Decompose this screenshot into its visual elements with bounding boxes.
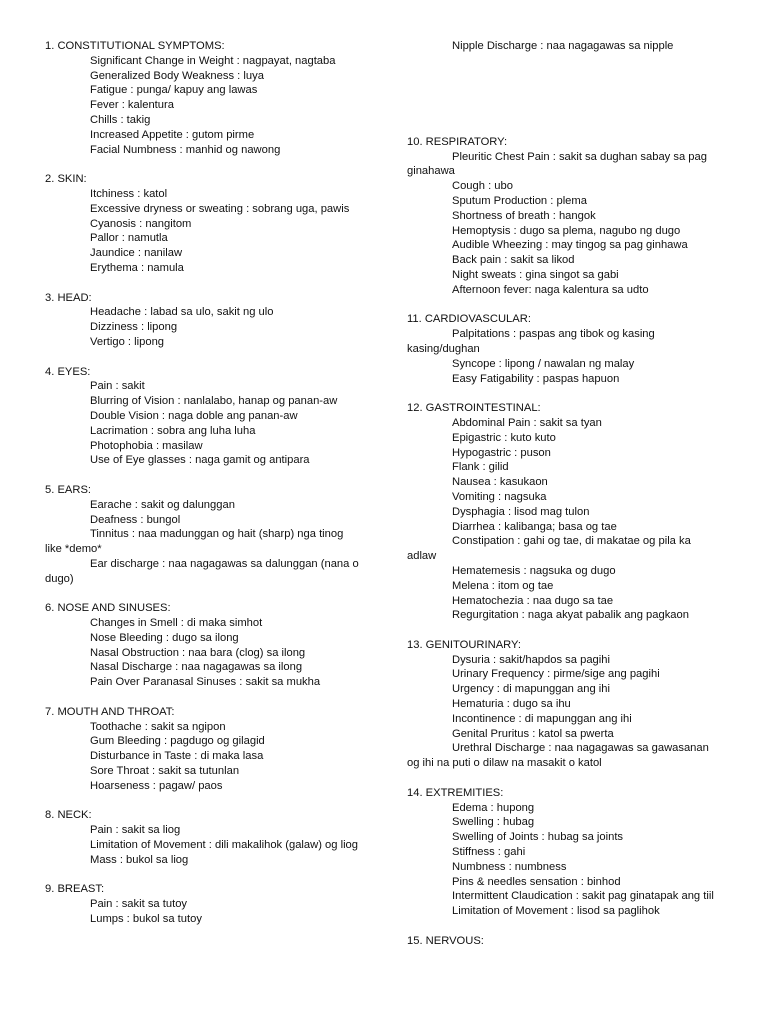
list-item: Pleuritic Chest Pain : sakit sa dughan sabay sa pag ginahawa — [407, 150, 707, 178]
list-item: Incontinence : di mapunggan ang ihi — [452, 712, 632, 725]
symptom-section — [45, 39, 360, 157]
symptom-section — [45, 291, 360, 350]
list-item: Melena : itom og tae — [452, 579, 554, 592]
list-item: Nasal Discharge : naa nagagawas sa ilong — [90, 661, 303, 674]
symptom-section — [45, 483, 360, 587]
list-item: Pallor : namutla — [90, 232, 168, 245]
list-item: Regurgitation : naga akyat pabalik ang pagkaon — [452, 609, 689, 622]
list-item: Stiffness : gahi — [452, 846, 526, 859]
symptom-section — [407, 135, 722, 298]
list-item: Nasal Obstruction : naa bara (clog) sa ilong — [90, 646, 306, 659]
list-item: Sputum Production : plema — [452, 194, 587, 207]
section-heading: 11. CARDIOVASCULAR: — [407, 313, 531, 326]
section-heading: 3. HEAD: — [45, 291, 92, 304]
list-item: Palpitations : paspas ang tibok og kasing kasing/dughan — [407, 328, 655, 355]
list-item: Gum Bleeding : pagdugo og gilagid — [90, 735, 265, 748]
list-item: Urethral Discharge : naa nagagawas sa gawasanan og ihi na puti o dilaw na masakit o katol — [407, 742, 709, 770]
list-item: Sore Throat : sakit sa tutunlan — [90, 765, 240, 778]
left-column — [45, 39, 360, 942]
list-item: Hemoptysis : dugo sa plema, nagubo ng dugo — [452, 224, 681, 237]
list-item: Swelling : hubag — [452, 816, 535, 829]
section-heading: 2. SKIN: — [45, 173, 87, 186]
list-item: Dysphagia : lisod mag tulon — [452, 505, 590, 518]
list-item: Audible Wheezing : may tingog sa pag ginhawa — [452, 239, 688, 252]
section-heading: 5. EARS: — [45, 483, 92, 496]
list-item: Hoarseness : pagaw/ paos — [90, 779, 223, 792]
right-column — [407, 39, 722, 963]
list-item: Night sweats : gina singot sa gabi — [452, 268, 619, 281]
list-item: Vertigo : lipong — [90, 335, 165, 348]
section-heading: 6. NOSE AND SINUSES: — [45, 602, 171, 615]
symptom-section — [45, 882, 360, 926]
symptom-section — [45, 705, 360, 794]
list-item: Diarrhea : kalibanga; basa og tae — [452, 520, 617, 533]
list-item: Jaundice : nanilaw — [90, 247, 183, 260]
list-item: Lumps : bukol sa tutoy — [90, 913, 202, 926]
list-item: Constipation : gahi og tae, di makatae og pila ka adlaw — [407, 535, 691, 563]
symptom-section — [407, 638, 722, 771]
list-item: Limitation of Movement : dili makalihok (galaw) og liog — [90, 839, 358, 852]
section-heading: 13. GENITOURINARY: — [407, 638, 521, 651]
list-item: Facial Numbness : manhid og nawong — [90, 143, 281, 156]
list-item: Nipple Discharge : naa nagagawas sa nipple — [452, 40, 674, 52]
list-item: Hematuria : dugo sa ihu — [452, 698, 571, 711]
list-item: Abdominal Pain : sakit sa tyan — [452, 416, 602, 429]
symptom-section — [407, 401, 722, 623]
list-item: Itchiness : katol — [90, 187, 168, 200]
list-item: Hematemesis : nagsuka og dugo — [452, 564, 616, 577]
list-item: Generalized Body Weakness : luya — [90, 69, 264, 82]
list-item: Flank : gilid — [452, 461, 509, 474]
list-item: Pain : sakit sa liog — [90, 824, 181, 837]
symptom-section — [45, 172, 360, 276]
list-item: Limitation of Movement : lisod sa paglihok — [452, 905, 660, 918]
section-heading: 15. NERVOUS: — [407, 934, 484, 947]
list-item: Epigastric : kuto kuto — [452, 431, 556, 444]
list-item: Nausea : kasukaon — [452, 476, 548, 489]
breast-continuation — [407, 39, 722, 54]
symptom-section — [407, 934, 722, 949]
list-item: Urinary Frequency : pirme/sige ang pagihi — [452, 668, 660, 681]
list-item: Edema : hupong — [452, 801, 535, 814]
list-item: Dizziness : lipong — [90, 321, 178, 334]
section-heading: 7. MOUTH AND THROAT: — [45, 705, 175, 718]
list-item: Ear discharge : naa nagagawas sa dalunggan (nana o dugo) — [45, 557, 359, 585]
list-item: Syncope : lipong / nawalan ng malay — [452, 357, 635, 370]
list-item: Mass : bukol sa liog — [90, 853, 189, 866]
list-item: Pain : sakit sa tutoy — [90, 898, 188, 911]
list-item: Fatigue : punga/ kapuy ang lawas — [90, 84, 258, 97]
list-item: Back pain : sakit sa likod — [452, 254, 575, 267]
section-heading: 9. BREAST: — [45, 883, 105, 896]
list-item: Dysuria : sakit/hapdos sa pagihi — [452, 653, 610, 666]
symptom-section — [45, 808, 360, 867]
list-item: Chills : takig — [90, 113, 151, 126]
section-heading: 10. RESPIRATORY: — [407, 135, 508, 148]
list-item: Increased Appetite : gutom pirme — [90, 128, 255, 141]
list-item: Urgency : di mapunggan ang ihi — [452, 683, 610, 696]
symptom-section — [407, 312, 722, 386]
list-item: Swelling of Joints : hubag sa joints — [452, 831, 624, 844]
list-item: Shortness of breath : hangok — [452, 209, 596, 222]
list-item: Photophobia : masilaw — [90, 439, 203, 452]
list-item: Hypogastric : puson — [452, 446, 551, 459]
list-item: Disturbance in Taste : di maka lasa — [90, 750, 264, 763]
list-item: Hematochezia : naa dugo sa tae — [452, 594, 614, 607]
list-item: Cough : ubo — [452, 180, 513, 193]
list-item: Vomiting : nagsuka — [452, 490, 547, 503]
list-item: Pins & needles sensation : binhod — [452, 875, 621, 888]
list-item: Cyanosis : nangitom — [90, 217, 192, 230]
symptom-section — [45, 601, 360, 690]
list-item: Excessive dryness or sweating : sobrang uga, pawis — [90, 202, 350, 215]
list-item: Tinnitus : naa madunggan og hait (sharp) nga tinog like *demo* — [45, 528, 344, 556]
list-item: Fever : kalentura — [90, 99, 174, 112]
section-heading: 14. EXTREMITIES: — [407, 786, 504, 799]
list-item: Blurring of Vision : nanlalabo, hanap og panan-aw — [90, 395, 338, 408]
list-item: Genital Pruritus : katol sa pwerta — [452, 727, 614, 740]
list-item: Use of Eye glasses : naga gamit og antipara — [90, 454, 310, 467]
list-item: Lacrimation : sobra ang luha luha — [90, 424, 256, 437]
section-heading: 12. GASTROINTESTINAL: — [407, 402, 541, 415]
list-item: Headache : labad sa ulo, sakit ng ulo — [90, 306, 274, 319]
list-item: Afternoon fever: naga kalentura sa udto — [452, 283, 649, 296]
list-item: Deafness : bungol — [90, 513, 181, 526]
list-item: Numbness : numbness — [452, 860, 567, 873]
list-item: Intermittent Claudication : sakit pag ginatapak ang tiil — [452, 890, 714, 903]
list-item: Toothache : sakit sa ngipon — [90, 720, 226, 733]
symptom-section — [407, 786, 722, 919]
list-item: Changes in Smell : di maka simhot — [90, 617, 263, 630]
list-item: Significant Change in Weight : nagpayat, nagtaba — [90, 54, 336, 67]
section-heading: 1. CONSTITUTIONAL SYMPTOMS: — [45, 40, 225, 52]
list-item: Nose Bleeding : dugo sa ilong — [90, 631, 239, 644]
list-item: Double Vision : naga doble ang panan-aw — [90, 409, 298, 422]
list-item: Erythema : namula — [90, 261, 184, 274]
symptom-section — [45, 365, 360, 469]
list-item: Pain Over Paranasal Sinuses : sakit sa mukha — [90, 676, 321, 689]
list-item: Earache : sakit og dalunggan — [90, 498, 235, 511]
section-heading: 4. EYES: — [45, 365, 91, 378]
list-item: Easy Fatigability : paspas hapuon — [452, 372, 620, 385]
section-heading: 8. NECK: — [45, 809, 92, 822]
list-item: Pain : sakit — [90, 380, 145, 393]
